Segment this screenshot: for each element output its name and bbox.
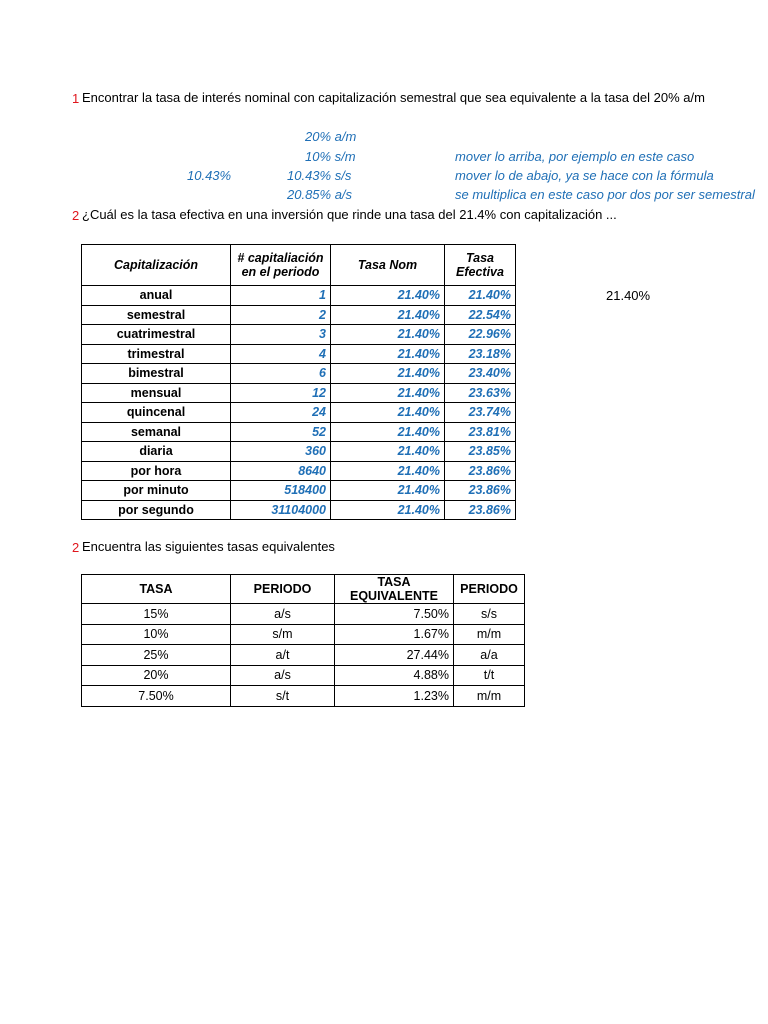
table-row [82, 383, 516, 403]
q1-text: Encontrar la tasa de interés nominal con capitalización semestral que sea equivalente a la tasa del 20% a/m [82, 90, 705, 105]
header-tasa-equivalente: TASA EQUIVALENTE [335, 575, 454, 604]
capitalizacion-cell: mensual [82, 383, 231, 403]
tasa-nom-cell: 21.40% [331, 442, 445, 462]
table-header-row [82, 575, 525, 604]
capitalizacion-cell: trimestral [82, 344, 231, 364]
q1-line4-note: se multiplica en este caso por dos por ser semestral [455, 187, 755, 202]
q1-line2-note: mover lo arriba, por ejemplo en este caso [455, 149, 695, 164]
tasa-equivalente-cell: 1.23% [335, 686, 454, 707]
q1-line3-left: 10.43% [187, 168, 232, 183]
tasa-equivalente-cell: 27.44% [335, 645, 454, 666]
q1-number: 1 [72, 91, 80, 106]
tasa-nom-cell: 21.40% [331, 481, 445, 501]
tasa-efectiva-cell: 23.86% [445, 481, 516, 501]
q1-line3-mid: 10.43% s/s [287, 168, 352, 183]
tasa-nom-cell: 21.40% [331, 305, 445, 325]
tasa-nom-cell: 21.40% [331, 461, 445, 481]
tasa-nom-cell: 21.40% [331, 422, 445, 442]
table-row [82, 344, 516, 364]
num-cap-cell: 2 [231, 305, 331, 325]
capitalizacion-cell: semanal [82, 422, 231, 442]
periodo-cell: s/m [231, 624, 335, 645]
periodo-cell: s/t [231, 686, 335, 707]
q3-number: 2 [72, 540, 80, 555]
capitalizacion-cell: por minuto [82, 481, 231, 501]
capitalizacion-cell: por hora [82, 461, 231, 481]
table-row [82, 686, 525, 707]
tasa-efectiva-cell: 23.86% [445, 500, 516, 520]
tasa-efectiva-cell: 23.85% [445, 442, 516, 462]
header-tasa-nom: Tasa Nom [331, 245, 445, 286]
q2-side-value: 21.40% [606, 288, 651, 303]
num-cap-cell: 12 [231, 383, 331, 403]
header-tasa-efectiva: Tasa Efectiva [445, 245, 516, 286]
q1-line4-mid: 20.85% a/s [287, 187, 353, 202]
periodo-2-cell: a/a [454, 645, 525, 666]
tasa-efectiva-cell: 21.40% [445, 286, 516, 306]
tasa-efectiva-cell: 23.40% [445, 364, 516, 384]
table-row [82, 624, 525, 645]
num-cap-cell: 8640 [231, 461, 331, 481]
tasa-nom-cell: 21.40% [331, 325, 445, 345]
table-row [82, 305, 516, 325]
num-cap-cell: 6 [231, 364, 331, 384]
header-capitalizacion: Capitalización [82, 245, 231, 286]
num-cap-cell: 518400 [231, 481, 331, 501]
tasa-nom-cell: 21.40% [331, 286, 445, 306]
header-periodo: PERIODO [231, 575, 335, 604]
q3-text: Encuentra las siguientes tasas equivalentes [82, 539, 335, 554]
num-cap-cell: 52 [231, 422, 331, 442]
table-row [82, 403, 516, 423]
capitalizacion-cell: por segundo [82, 500, 231, 520]
q2-number: 2 [72, 208, 80, 223]
num-cap-cell: 1 [231, 286, 331, 306]
tasa-efectiva-cell: 23.86% [445, 461, 516, 481]
periodo-2-cell: m/m [454, 624, 525, 645]
tasa-cell: 20% [82, 665, 231, 686]
capitalizacion-cell: quincenal [82, 403, 231, 423]
periodo-cell: a/t [231, 645, 335, 666]
capitalizacion-cell: diaria [82, 442, 231, 462]
tasa-efectiva-cell: 23.18% [445, 344, 516, 364]
table-row [82, 461, 516, 481]
tasa-equivalente-cell: 4.88% [335, 665, 454, 686]
periodo-2-cell: s/s [454, 604, 525, 625]
capitalizacion-cell: anual [82, 286, 231, 306]
tasa-equivalente-cell: 1.67% [335, 624, 454, 645]
table-row [82, 364, 516, 384]
equivalent-rates-table [81, 574, 525, 707]
capitalizacion-cell: bimestral [82, 364, 231, 384]
header-num-capitalizacion: # capitaliación en el periodo [231, 245, 331, 286]
table-row [82, 442, 516, 462]
num-cap-cell: 4 [231, 344, 331, 364]
table-header-row [82, 245, 516, 286]
tasa-nom-cell: 21.40% [331, 500, 445, 520]
tasa-efectiva-cell: 22.54% [445, 305, 516, 325]
periodo-2-cell: m/m [454, 686, 525, 707]
capitalizacion-cell: semestral [82, 305, 231, 325]
tasa-cell: 15% [82, 604, 231, 625]
q2-text: ¿Cuál es la tasa efectiva en una inversión que rinde una tasa del 21.4% con capitalización ... [82, 207, 617, 222]
tasa-nom-cell: 21.40% [331, 383, 445, 403]
periodo-2-cell: t/t [454, 665, 525, 686]
tasa-nom-cell: 21.40% [331, 403, 445, 423]
periodo-cell: a/s [231, 665, 335, 686]
header-tasa: TASA [82, 575, 231, 604]
num-cap-cell: 360 [231, 442, 331, 462]
table-row [82, 422, 516, 442]
periodo-cell: a/s [231, 604, 335, 625]
table-row [82, 286, 516, 306]
header-periodo-2: PERIODO [454, 575, 525, 604]
q1-line3-note: mover lo de abajo, ya se hace con la fórmula [455, 168, 714, 183]
table-row [82, 604, 525, 625]
q1-line1-mid: 20% a/m [305, 129, 357, 144]
num-cap-cell: 31104000 [231, 500, 331, 520]
effective-rate-table [81, 244, 516, 520]
capitalizacion-cell: cuatrimestral [82, 325, 231, 345]
num-cap-cell: 3 [231, 325, 331, 345]
tasa-equivalente-cell: 7.50% [335, 604, 454, 625]
tasa-cell: 7.50% [82, 686, 231, 707]
table-row [82, 645, 525, 666]
table-row [82, 500, 516, 520]
tasa-efectiva-cell: 23.63% [445, 383, 516, 403]
num-cap-cell: 24 [231, 403, 331, 423]
table-row [82, 665, 525, 686]
tasa-efectiva-cell: 22.96% [445, 325, 516, 345]
tasa-cell: 10% [82, 624, 231, 645]
tasa-efectiva-cell: 23.74% [445, 403, 516, 423]
q1-line2-mid: 10% s/m [305, 149, 356, 164]
table-row [82, 481, 516, 501]
tasa-nom-cell: 21.40% [331, 364, 445, 384]
tasa-efectiva-cell: 23.81% [445, 422, 516, 442]
tasa-cell: 25% [82, 645, 231, 666]
table-row [82, 325, 516, 345]
tasa-nom-cell: 21.40% [331, 344, 445, 364]
